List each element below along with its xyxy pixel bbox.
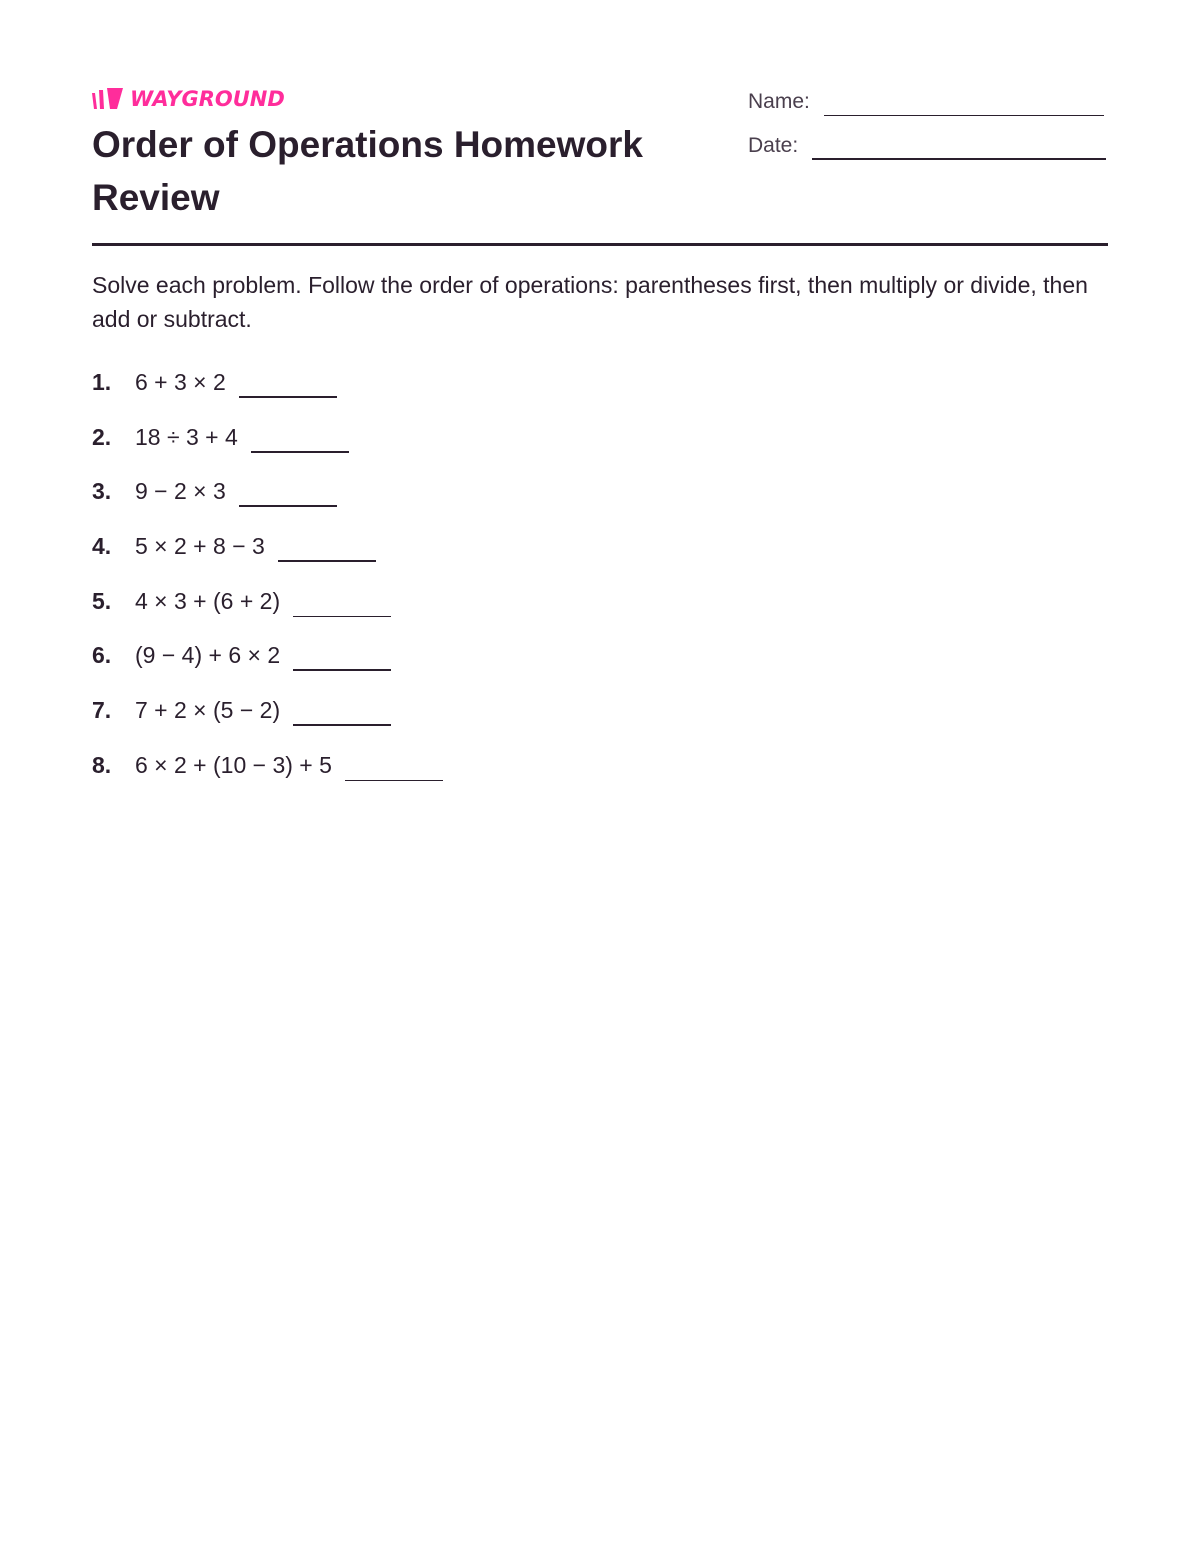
problem-number: 3. [92, 478, 112, 505]
problem-number: 1. [92, 369, 112, 395]
problem-item [92, 745, 443, 781]
problem-expression: 6 + 3 × 2 [135, 369, 226, 395]
answer-blank[interactable] [293, 643, 391, 671]
brand-logo [92, 86, 285, 112]
problem-number: 5. [92, 587, 112, 614]
date-label: Date: [748, 134, 799, 157]
problem-list [92, 362, 443, 800]
problem-expression: 9 − 2 × 3 [135, 478, 226, 505]
problem-expression: 18 ÷ 3 + 4 [135, 423, 238, 450]
problem-item [92, 690, 443, 726]
name-label: Name: [748, 90, 810, 113]
answer-blank[interactable] [345, 754, 443, 781]
worksheet-title: Order of Operations Homework Review [92, 124, 643, 218]
problem-number: 2. [92, 423, 112, 450]
problem-item [92, 471, 443, 507]
problem-item [92, 417, 443, 453]
wayground-logo-icon [92, 87, 124, 111]
instructions: Solve each problem. Follow the order of operations: parentheses first, then multiply or divide, then add or subtract. [92, 272, 1088, 332]
brand-name: WAYGROUND [130, 87, 285, 111]
problem-item [92, 581, 443, 617]
answer-blank[interactable] [293, 698, 391, 726]
problem-expression: 4 × 3 + (6 + 2) [135, 587, 281, 614]
answer-blank[interactable] [239, 479, 337, 507]
answer-blank[interactable] [293, 590, 391, 617]
problem-expression: (9 − 4) + 6 × 2 [135, 642, 281, 669]
problem-item [92, 635, 443, 671]
problem-item [92, 362, 443, 398]
date-field [748, 132, 1106, 160]
name-blank[interactable] [824, 91, 1104, 116]
answer-blank[interactable] [239, 370, 337, 398]
name-field [748, 88, 1104, 116]
problem-expression: 7 + 2 × (5 − 2) [135, 697, 281, 724]
problem-number: 4. [92, 533, 112, 560]
header-divider [92, 243, 1108, 246]
answer-blank[interactable] [251, 425, 349, 453]
answer-blank[interactable] [278, 534, 376, 562]
problem-item [92, 526, 443, 562]
problem-number: 7. [92, 697, 112, 724]
date-blank[interactable] [812, 134, 1106, 160]
problem-number: 8. [92, 751, 112, 778]
problem-expression: 6 × 2 + (10 − 3) + 5 [135, 751, 332, 778]
problem-expression: 5 × 2 + 8 − 3 [135, 533, 265, 560]
problem-number: 6. [92, 642, 112, 669]
